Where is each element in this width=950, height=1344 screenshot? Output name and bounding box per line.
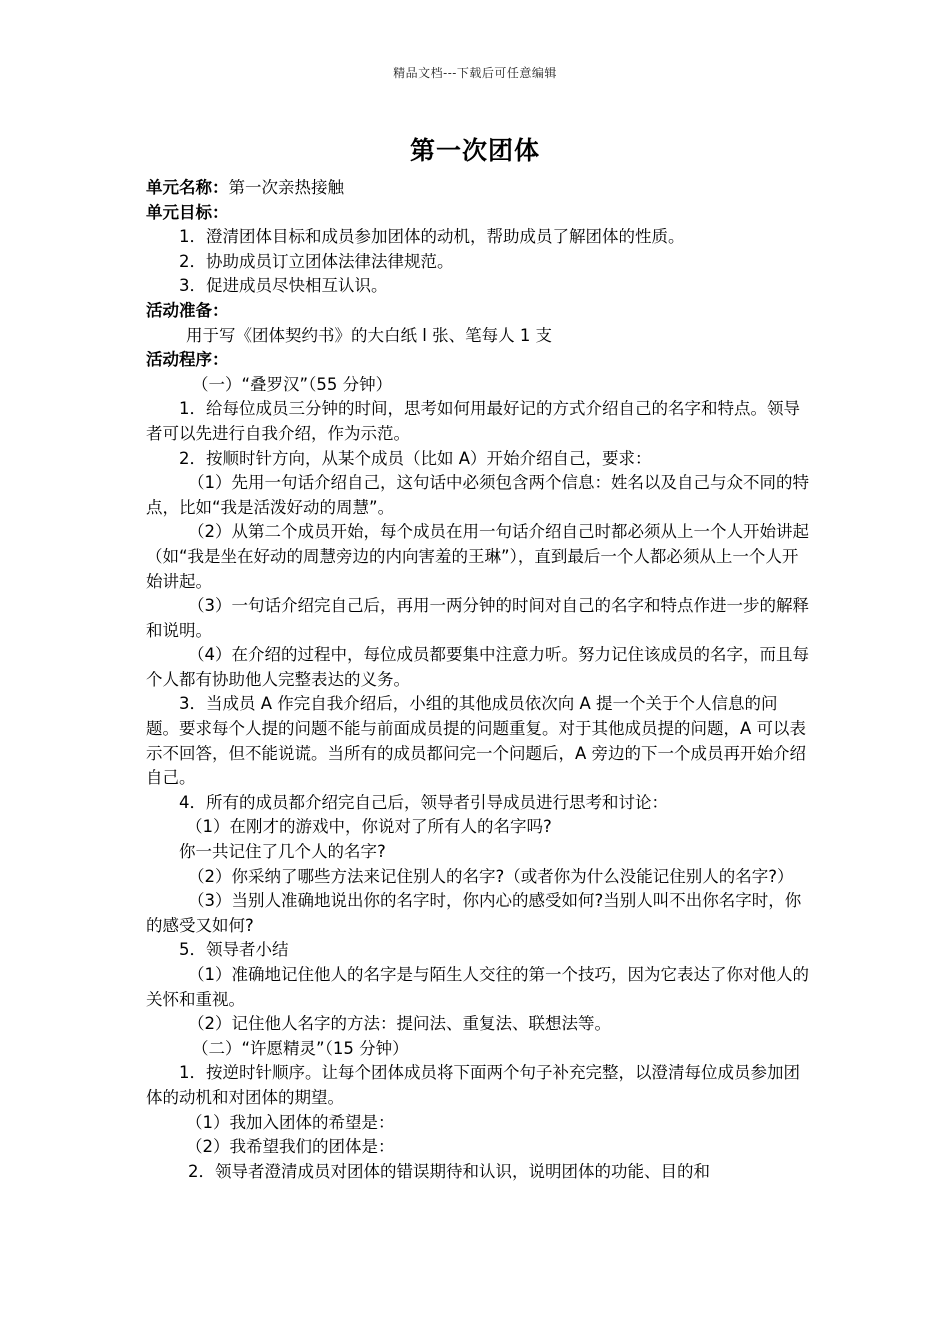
unit-name-label: 单元名称： bbox=[146, 178, 229, 197]
paragraph: 1．给每位成员三分钟的时间，思考如何用最好记的方式介绍自己的名字和特点。领导者可以先进行自我介绍，作为示范。 bbox=[146, 399, 800, 443]
document-title: 第一次团体 bbox=[409, 136, 540, 165]
paragraph: （3）一句话介绍完自己后，再用一两分钟的时间对自己的名字和特点作进一步的解释和说明。 bbox=[146, 596, 809, 640]
paragraph: 4．所有的成员都介绍完自己后，领导者引导成员进行思考和讨论： bbox=[179, 792, 668, 812]
procedure-label: 活动程序： bbox=[146, 350, 229, 370]
paragraph: （1）在刚才的游戏中，你说对了所有人的名字吗? bbox=[186, 817, 552, 837]
page-header-watermark: 精品文档---下载后可任意编辑 bbox=[393, 66, 557, 80]
goal-item: 3．促进成员尽快相互认识。 bbox=[179, 276, 388, 296]
prep-label: 活动准备： bbox=[146, 300, 229, 320]
paragraph: （4）在介绍的过程中，每位成员都要集中注意力听。努力记住该成员的名字，而且每个人都有协助他人完整表达的义务。 bbox=[146, 645, 809, 689]
paragraph: （3）当别人准确地说出你的名字时，你内心的感受如何?当别人叫不出你名字时，你的感受又如何? bbox=[146, 891, 802, 935]
document-body bbox=[146, 176, 810, 1184]
section-heading: （一）“叠罗汉”（55 分钟） bbox=[192, 374, 393, 394]
goal-item: 1．澄清团体目标和成员参加团体的动机，帮助成员了解团体的性质。 bbox=[179, 227, 685, 247]
paragraph: （1）准确地记住他人的名字是与陌生人交往的第一个技巧，因为它表达了你对他人的关怀和重视。 bbox=[146, 965, 809, 1009]
paragraph: （2）记住他人名字的方法：提问法、重复法、联想法等。 bbox=[188, 1014, 611, 1034]
paragraph: 5．领导者小结 bbox=[179, 940, 289, 960]
paragraph: 你一共记住了几个人的名字? bbox=[179, 842, 386, 862]
prep-text: 用于写《团体契约书》的大白纸 l 张、笔每人 1 支 bbox=[186, 325, 553, 345]
paragraph: （1）我加入团体的希望是： bbox=[186, 1112, 395, 1132]
paragraph: 3．当成员 A 作完自我介绍后，小组的其他成员依次向 A 提一个关于个人信息的问题。要求每个人提的问题不能与前面成员提的问题重复。对于其他成员提的问题，A 可以表示不回答，但不能说谎。当所有的成员都问完一个问题后，A 旁边的下一个成员再开始介绍自己。 bbox=[146, 694, 807, 788]
unit-goal-label: 单元目标： bbox=[146, 202, 229, 222]
paragraph: （2）从第二个成员开始，每个成员在用一句话介绍自己时都必须从上一个人开始讲起（如“我是坐在好动的周慧旁边的内向害羞的王琳”），直到最后一个人都必须从上一个人开始讲起。 bbox=[146, 522, 809, 591]
paragraph: （2）你采纳了哪些方法来记住别人的名字?（或者你为什么没能记住别人的名字?） bbox=[188, 866, 794, 886]
section-heading: （二）“许愿精灵”（15 分钟） bbox=[192, 1038, 409, 1058]
paragraph: 2．领导者澄清成员对团体的错误期待和认识，说明团体的功能、目的和 bbox=[188, 1161, 710, 1181]
goal-item: 2．协助成员订立团体法律法律规范。 bbox=[179, 251, 454, 271]
unit-name-value: 第一次亲热接触 bbox=[228, 178, 344, 197]
unit-name-line bbox=[146, 176, 810, 201]
paragraph: 2．按顺时针方向，从某个成员（比如 A）开始介绍自己，要求： bbox=[179, 448, 652, 468]
paragraph: 1．按逆时针顺序。让每个团体成员将下面两个句子补充完整，以澄清每位成员参加团体的动机和对团体的期望。 bbox=[146, 1063, 800, 1107]
paragraph: （1）先用一句话介绍自己，这句话中必须包含两个信息：姓名以及自己与众不同的特点，比如“我是活泼好动的周慧”。 bbox=[146, 473, 809, 517]
paragraph: （2）我希望我们的团体是： bbox=[186, 1137, 395, 1157]
